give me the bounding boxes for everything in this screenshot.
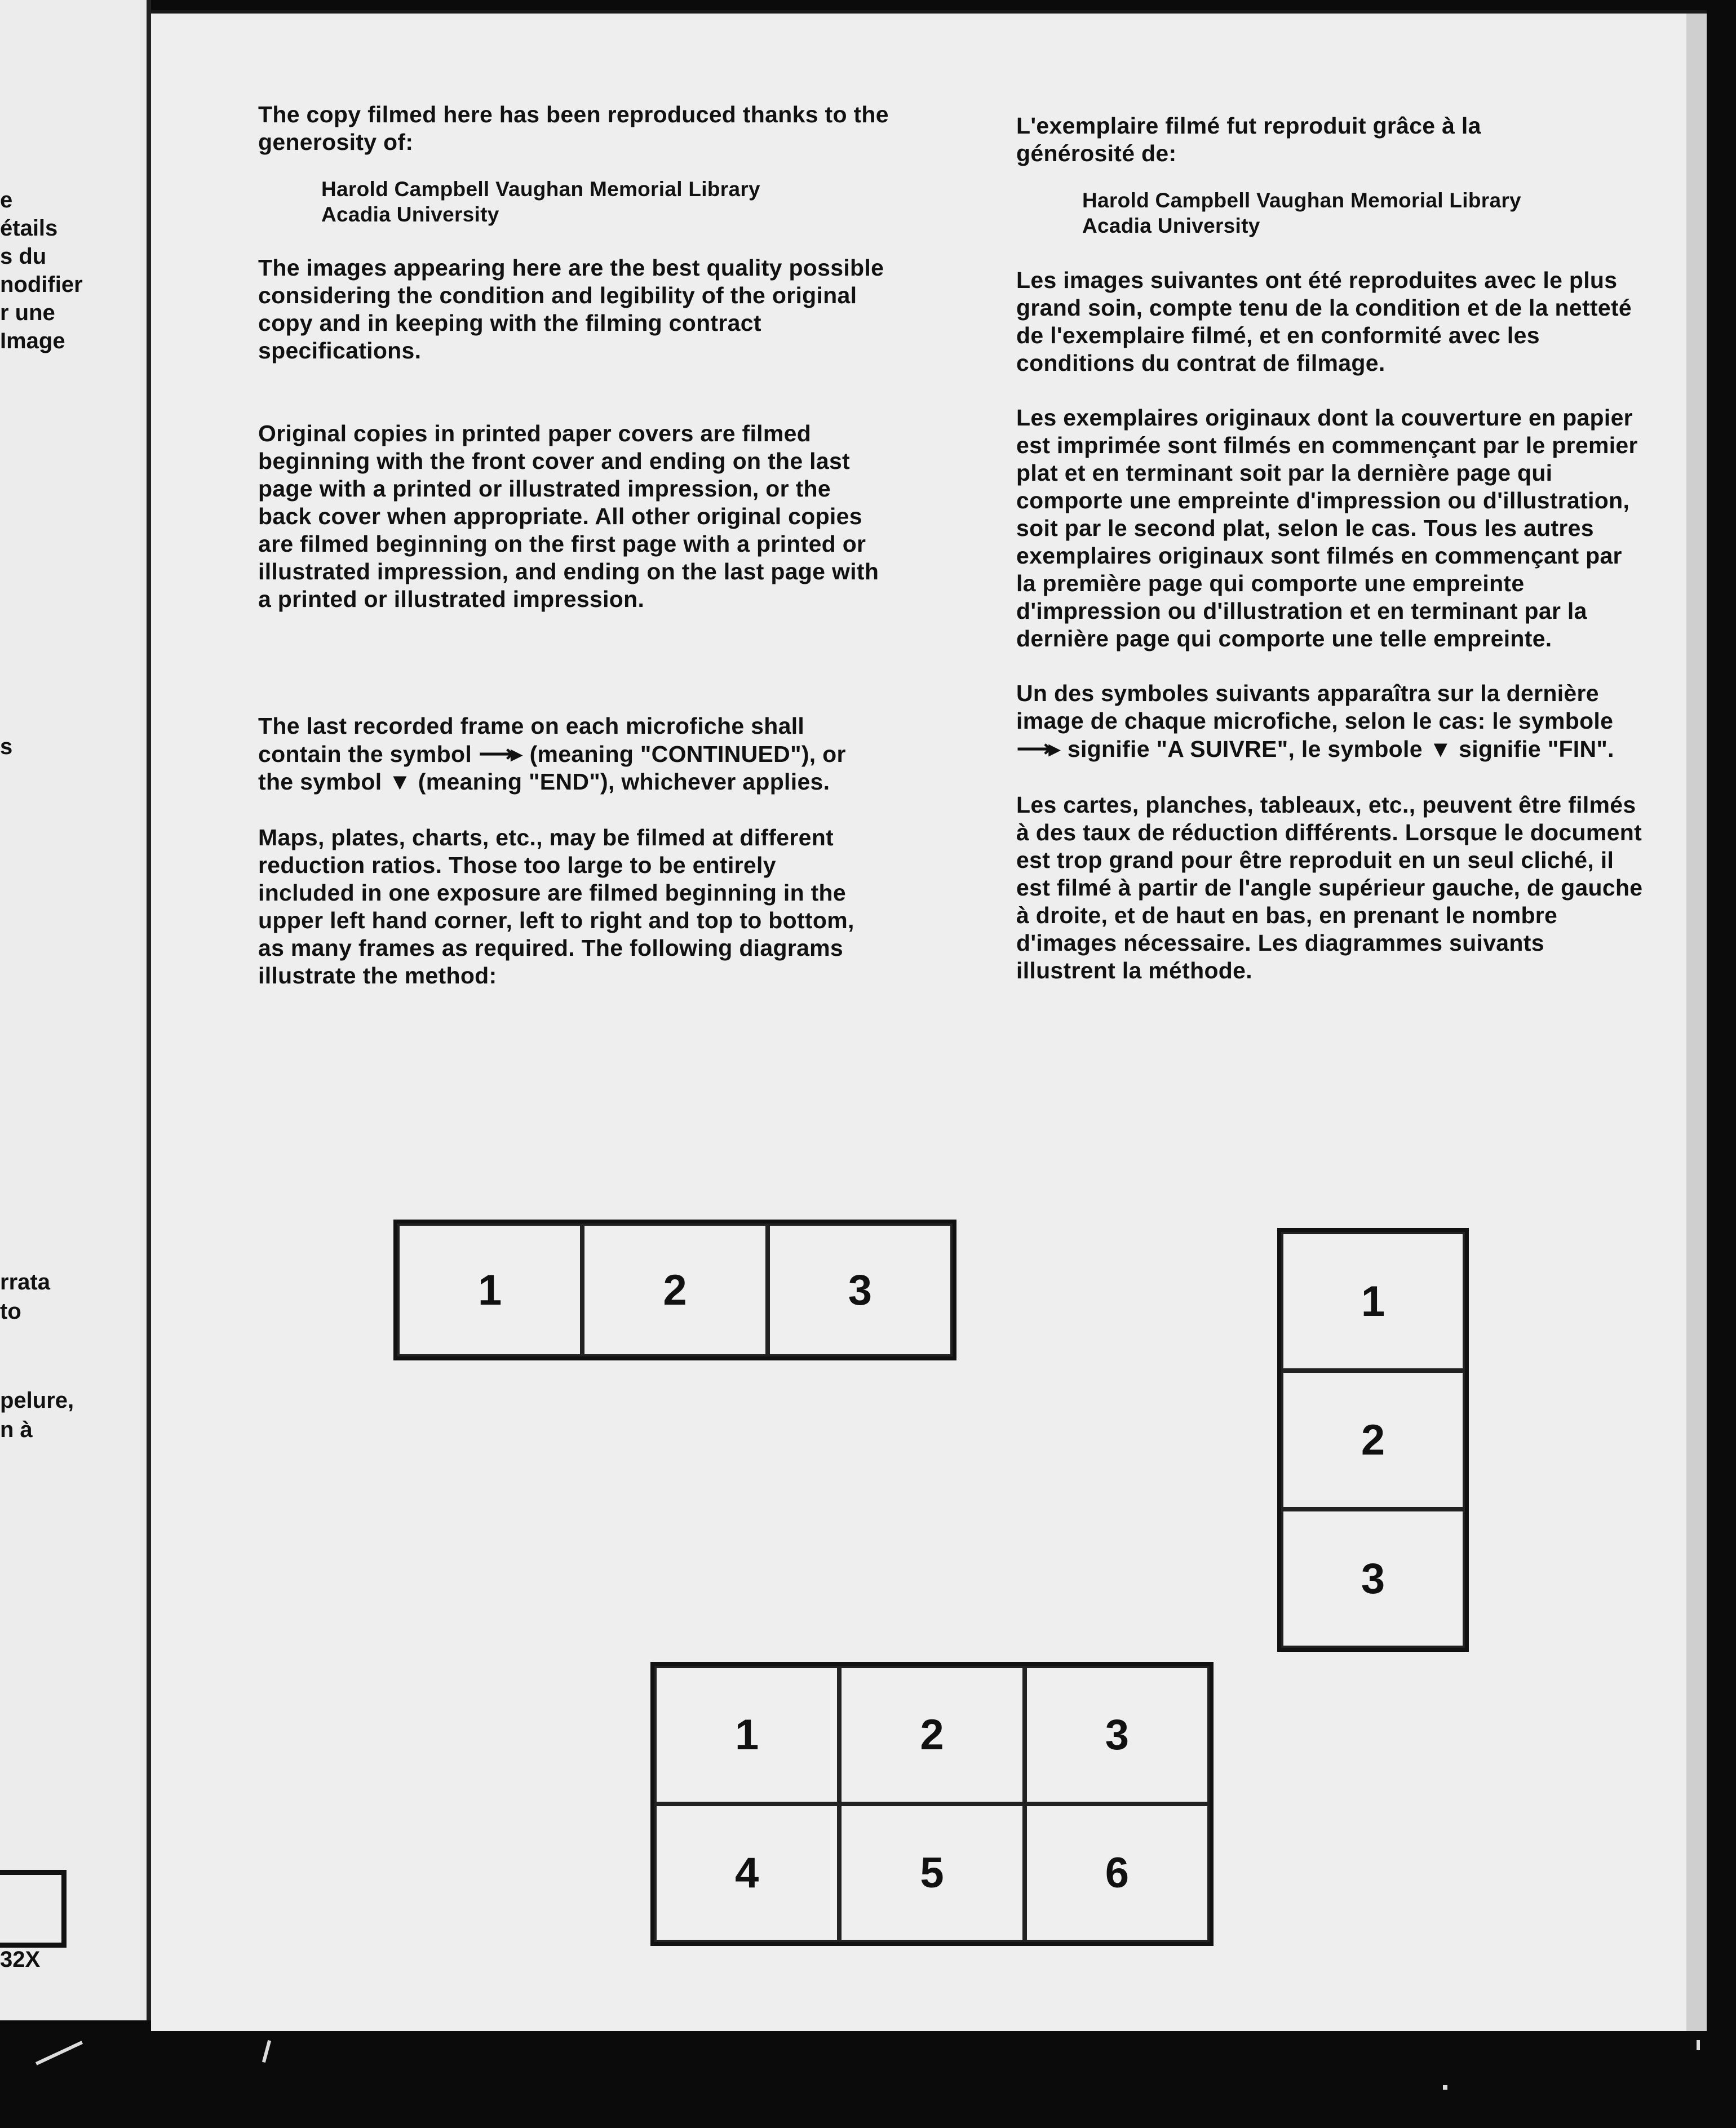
fragment-line: Image — [0, 329, 65, 353]
continued-arrow-icon: ⟶▸ — [478, 740, 520, 768]
english-maps-paragraph: Maps, plates, charts, etc., may be filmed at different reduction ratios. Those too large to be entirely included in one exposure are filmed beginning in the upper left hand corner, left to right and top to bottom, as many frames as required. The following diagrams illustrate the method: — [258, 824, 854, 988]
fragment-line: e — [0, 188, 13, 212]
film-scratch — [262, 2040, 271, 2063]
diagram-cell: 2 — [1281, 1371, 1465, 1509]
fragment-line: r une — [0, 300, 55, 325]
diagram-cell: 3 — [768, 1223, 953, 1356]
diagram-cell: 4 — [654, 1804, 839, 1942]
english-symbol-paragraph — [258, 712, 867, 796]
fragment-line: pelure, — [0, 1388, 74, 1413]
symbol-text-b: (meaning "CONTINUED"), or the symbol — [258, 741, 846, 795]
film-speck — [1697, 2040, 1700, 2050]
fragment-line: nodifier — [0, 272, 83, 297]
resolution-label: 32X — [0, 1947, 41, 1972]
diagram-horizontal-three — [393, 1220, 956, 1360]
previous-page-fragment — [0, 0, 151, 2020]
english-library — [321, 176, 1047, 227]
film-scratch — [36, 2041, 83, 2065]
library-name: Harold Campbell Vaughan Memorial Library — [321, 178, 760, 201]
french-originals-paragraph: Les exemplaires originaux dont la couverture en papier est imprimée sont filmés en commençant par le premier plat et en terminant soit par la dernière page qui comporte une empreinte d'impression ou d'illustration, soit par le second plat, selon le cas. Tous les autres exemplaires originaux sont filmés en commençant par la première page qui comporte une empreinte d'impression ou d'illustration et en terminant par la dernière page qui comporte une telle empreinte. — [1016, 405, 1638, 651]
english-column — [258, 101, 1047, 990]
french-intro: L'exemplaire filmé fut reproduit grâce à la générosité de: — [1016, 113, 1481, 166]
film-speck — [1443, 2085, 1447, 2090]
resolution-target-box — [0, 1870, 67, 1948]
english-originals-paragraph: Original copies in printed paper covers are filmed beginning with the front cover and ending on the last page with a printed or illustrated impression, or the back cover when appropriate. All other original copies are filmed beginning on the first page with a printed or illustrated impression, and ending on the last page with a printed or illustrated impression. — [258, 420, 879, 612]
diagram-cell: 2 — [582, 1223, 767, 1356]
fragment-line: étails — [0, 216, 58, 241]
french-symbol-paragraph — [1016, 680, 1631, 763]
diagram-cell: 1 — [397, 1223, 582, 1356]
fragment-line: s — [0, 734, 13, 759]
english-intro: The copy filmed here has been reproduced thanks to the generosity of: — [258, 101, 889, 155]
diagram-grid-six — [650, 1662, 1214, 1946]
french-quality-paragraph: Les images suivantes ont été reproduites avec le plus grand soin, compte tenu de la condition et de la netteté de l'exemplaire filmé, et en conformité avec les conditions du contrat de filmage. — [1016, 267, 1632, 376]
fragment-line: n à — [0, 1417, 33, 1442]
end-triangle-icon: ▼ — [1429, 736, 1452, 762]
symbol-text-c: signifie "FIN". — [1459, 736, 1614, 762]
diagram-cell: 2 — [839, 1666, 1024, 1804]
diagram-vertical-three — [1277, 1228, 1469, 1652]
continued-arrow-icon: ⟶▸ — [1016, 735, 1058, 762]
fragment-line: to — [0, 1299, 21, 1324]
diagram-cell: 6 — [1025, 1804, 1210, 1942]
library-university: Acadia University — [321, 203, 499, 226]
diagram-cell: 3 — [1025, 1666, 1210, 1804]
diagram-cell: 5 — [839, 1804, 1024, 1942]
english-quality-paragraph: The images appearing here are the best quality possible considering the condition and legibility of the original copy and in keeping with the filming contract specifications. — [258, 255, 884, 363]
symbol-text-c: (meaning "END"), whichever applies. — [418, 769, 830, 795]
diagram-cell: 3 — [1281, 1509, 1465, 1648]
library-name: Harold Campbell Vaughan Memorial Library — [1082, 189, 1521, 212]
symbol-text-a: Un des symboles suivants apparaîtra sur la dernière image de chaque microfiche, selon le cas: le symbole — [1016, 680, 1614, 734]
fragment-line: s du — [0, 244, 47, 269]
symbol-text-b: signifie "A SUIVRE", le symbole — [1067, 736, 1423, 762]
diagram-cell: 1 — [654, 1666, 839, 1804]
diagram-cell: 1 — [1281, 1232, 1465, 1371]
library-university: Acadia University — [1082, 214, 1260, 237]
french-library — [1082, 188, 1648, 238]
fragment-line: rrata — [0, 1270, 50, 1294]
end-triangle-icon: ▼ — [388, 769, 412, 795]
french-maps-paragraph: Les cartes, planches, tableaux, etc., peuvent être filmés à des taux de réduction différents. Lorsque le document est trop grand pour être reproduit en un seul cliché, il est filmé à partir de l'angle supérieur gauche, de gauche à droite, et de haut en bas, en prenant le nombre d'images nécessaire. Les diagrammes suivants illustrent la méthode. — [1016, 792, 1643, 983]
page-edge-shadow — [1686, 14, 1707, 2031]
french-column — [1016, 112, 1648, 985]
microfiche-notice-page — [151, 10, 1707, 2031]
symbol-text-a: The last recorded frame on each microfiche shall contain the symbol — [258, 713, 805, 767]
